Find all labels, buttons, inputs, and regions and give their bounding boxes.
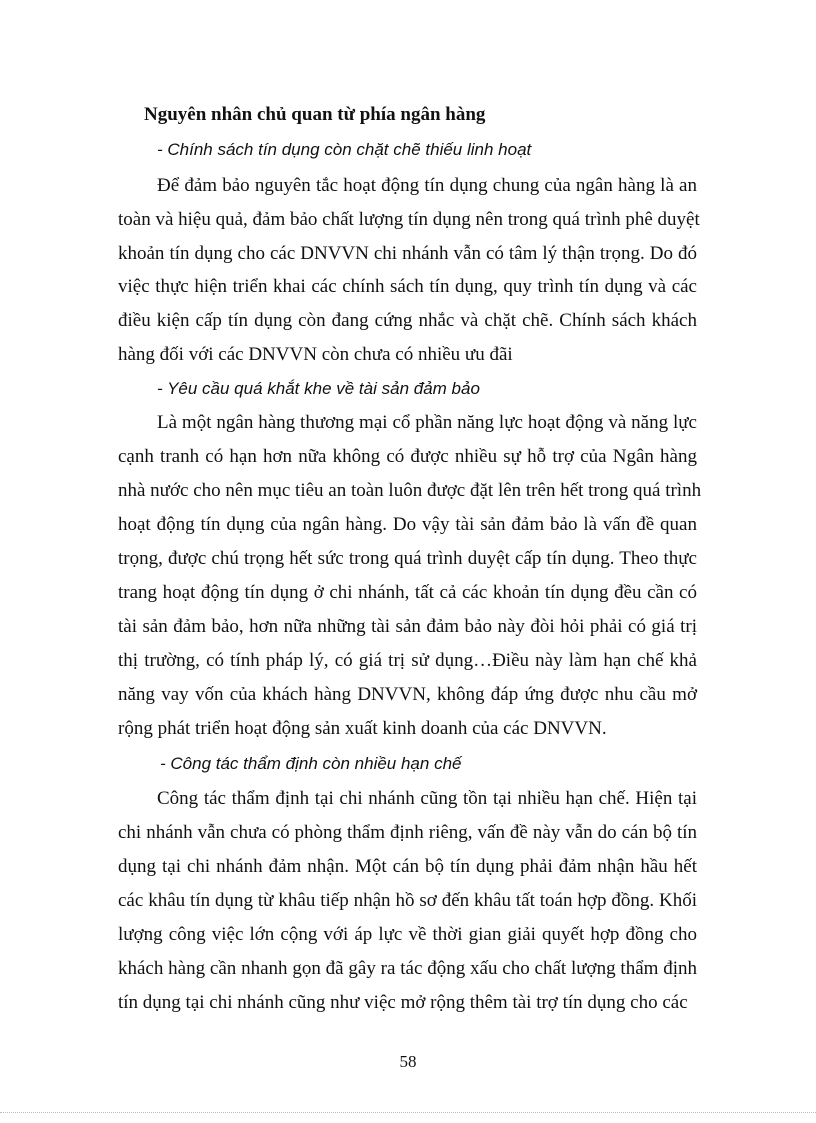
paragraph-line: việc thực hiện triển khai các chính sách tín dụng, quy trình tín dụng và các — [118, 276, 697, 297]
paragraph-line: cạnh tranh có hạn hơn nữa không có được nhiều sự hỗ trợ của Ngân hàng — [118, 446, 697, 467]
paragraph-line: trang hoạt động tín dụng ở chi nhánh, tất cả các khoản tín dụng đều cần có — [118, 582, 697, 603]
page-number: 58 — [399, 1052, 417, 1071]
paragraph-line: nhà nước cho nên mục tiêu an toàn luôn được đặt lên trên hết trong quá trình — [118, 480, 702, 501]
paragraph-line: khoản tín dụng cho các DNVVN chi nhánh vẫn có tâm lý thận trọng. Do đó — [118, 243, 697, 264]
section-heading: Nguyên nhân chủ quan từ phía ngân hàng — [144, 104, 486, 125]
paragraph-line: khách hàng cần nhanh gọn đã gây ra tác động xấu cho chất lượng thẩm định — [118, 958, 697, 979]
paragraph-line: lượng công việc lớn cộng với áp lực về thời gian giải quyết hợp đồng cho — [118, 924, 697, 945]
paragraph-line: hàng đối với các DNVVN còn chưa có nhiều ưu đãi — [118, 344, 513, 365]
paragraph-line: hoạt động tín dụng của ngân hàng. Do vậy tài sản đảm bảo là vấn đề quan — [118, 514, 697, 535]
paragraph-line: rộng phát triển hoạt động sản xuất kinh doanh của các DNVVN. — [118, 718, 607, 739]
paragraph-line: năng vay vốn của khách hàng DNVVN, không đáp ứng được nhu cầu mở — [118, 684, 697, 705]
paragraph-line: trọng, được chú trọng hết sức trong quá trình duyệt cấp tín dụng. Theo thực — [118, 548, 697, 569]
paragraph-line: chi nhánh vẫn chưa có phòng thẩm định riêng, vấn đề này vẫn do cán bộ tín — [118, 822, 697, 843]
page-bottom-divider — [0, 1112, 816, 1113]
paragraph-line: Là một ngân hàng thương mại cổ phần năng lực hoạt động và năng lực — [157, 412, 697, 433]
paragraph-line: thị trường, có tính pháp lý, có giá trị sử dụng…Điều này làm hạn chế khả — [118, 650, 697, 671]
paragraph-line: toàn và hiệu quả, đảm bảo chất lượng tín dụng nên trong quá trình phê duyệt — [118, 209, 700, 230]
subheading-appraisal: - Công tác thẩm định còn nhiều hạn chế — [160, 754, 462, 773]
subheading-collateral: - Yêu cầu quá khắt khe về tài sản đảm bảo — [157, 379, 480, 398]
paragraph-line: điều kiện cấp tín dụng còn đang cứng nhắc và chặt chẽ. Chính sách khách — [118, 310, 697, 331]
paragraph-line: dụng tại chi nhánh đảm nhận. Một cán bộ tín dụng phải đảm nhận hầu hết — [118, 856, 697, 877]
paragraph-line: tín dụng tại chi nhánh cũng như việc mở rộng thêm tài trợ tín dụng cho các — [118, 992, 688, 1013]
subheading-credit-policy: - Chính sách tín dụng còn chặt chẽ thiếu linh hoạt — [157, 140, 532, 159]
paragraph-line: các khâu tín dụng từ khâu tiếp nhận hồ sơ đến khâu tất toán hợp đồng. Khối — [118, 890, 697, 911]
paragraph-line: tài sản đảm bảo, hơn nữa những tài sản đảm bảo này đòi hỏi phải có giá trị — [118, 616, 697, 637]
paragraph-line: Công tác thẩm định tại chi nhánh cũng tồn tại nhiều hạn chế. Hiện tại — [157, 788, 697, 809]
paragraph-line: Để đảm bảo nguyên tắc hoạt động tín dụng chung của ngân hàng là an — [157, 175, 697, 196]
